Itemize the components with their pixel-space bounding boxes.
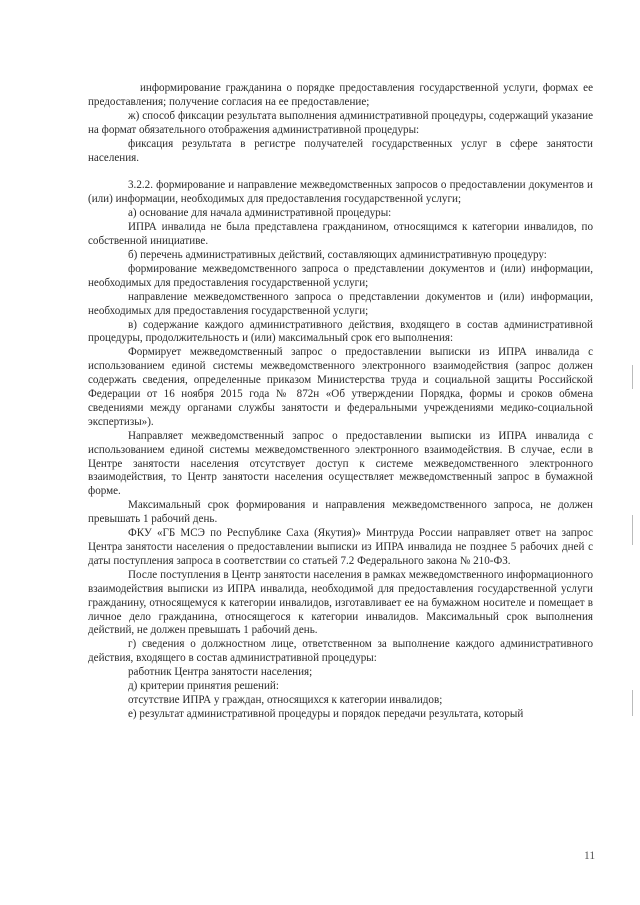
- paragraph: информирование гражданина о порядке предоставления государственной услуги, формах ее предоставления; получение согласия на ее предоставление;: [88, 82, 593, 108]
- paragraph: е) результат административной процедуры и порядок передачи результата, который: [128, 707, 524, 720]
- paragraph: б) перечень административных действий, составляющих административную процедуру:: [128, 248, 547, 261]
- paragraph: в) содержание каждого административного действия, входящего в состав административной процедуры, продолжительность и (или) максимальный срок его выполнения:: [88, 318, 593, 345]
- paragraph: 3.2.2. формирование и направление межведомственных запросов о предоставлении документов и (или) информации, необходимых для предоставления государственной услуги;: [88, 179, 593, 206]
- paragraph: ИПРА инвалида не была представлена гражданином, относящимся к категории инвалидов, по собственной инициативе.: [88, 221, 593, 248]
- paragraph: ФКУ «ГБ МСЭ по Республике Саха (Якутия)» Минтруда России направляет ответ на запрос Центра занятости населения о предоставлении выписки из ИПРА инвалида не позднее 5 рабочих дней с даты поступления запроса в соответствии со статьей 7.2 Федерального закона № 210-ФЗ.: [88, 527, 593, 567]
- paragraph: формирование межведомственного запроса о представлении документов и (или) информации, необходимых для предоставления государственной услуги;: [88, 262, 593, 289]
- paragraph: работник Центра занятости населения;: [128, 666, 313, 679]
- paragraph: Максимальный срок формирования и направления межведомственного запроса, не должен превышать 1 рабочий день.: [88, 499, 593, 526]
- paragraph: ж) способ фиксации результата выполнения административной процедуры, содержащий указание на формат обязательного отображения административной процедуры:: [88, 109, 593, 136]
- scan-edge-mark: [632, 690, 633, 716]
- scan-edge-mark: [632, 515, 633, 545]
- paragraph: После поступления в Центр занятости населения в рамках межведомственного информационного взаимодействия выписки из ИПРА инвалида, необходимой для предоставления государственной услуги гражданину, относящемуся к категории инвалидов, изготавливает ее на бумажном носителе и помещает в личное дело гражданина, относящегося к категории инвалидов. Максимальный срок выполнения действий, не должен превышать 1 рабочий день.: [88, 568, 593, 637]
- paragraph: а) основание для начала административной процедуры:: [128, 207, 392, 220]
- document-body: [88, 82, 593, 722]
- scan-edge-mark: [632, 365, 633, 389]
- paragraph: г) сведения о должностном лице, ответственном за выполнение каждого административного действия, входящего в состав административной процедуры:: [88, 638, 593, 665]
- paragraph: фиксация результата в регистре получателей государственных услуг в сфере занятости населения.: [88, 137, 593, 164]
- paragraph: д) критерии принятия решений:: [128, 680, 279, 693]
- paragraph: Направляет межведомственный запрос о предоставлении выписки из ИПРА инвалида с использованием единой системы межведомственного электронного взаимодействия. В случае, если в Центре занятости населения отсутствует доступ к системе межведомственного электронного взаимодействия, то Центр занятости населения осуществляет межведомственный запрос в бумажной форме.: [88, 429, 593, 498]
- paragraph: Формирует межведомственный запрос о предоставлении выписки из ИПРА инвалида с использованием единой системы межведомственного электронного взаимодействия (запрос должен содержать сведения, определенные приказом Министерства труда и социальной защиты Российской Федерации от 16 ноября 2015 года № 872н «Об утверждении Порядка, формы и сроков обмена сведениями между органами службы занятости и федеральными учреждениями медико-социальной экспертизы»).: [88, 346, 593, 428]
- page-number: 11: [584, 850, 596, 862]
- paragraph: отсутствие ИПРА у граждан, относящихся к категории инвалидов;: [128, 693, 443, 706]
- paragraph: направление межведомственного запроса о представлении документов и (или) информации, необходимых для предоставления государственной услуги;: [88, 290, 593, 317]
